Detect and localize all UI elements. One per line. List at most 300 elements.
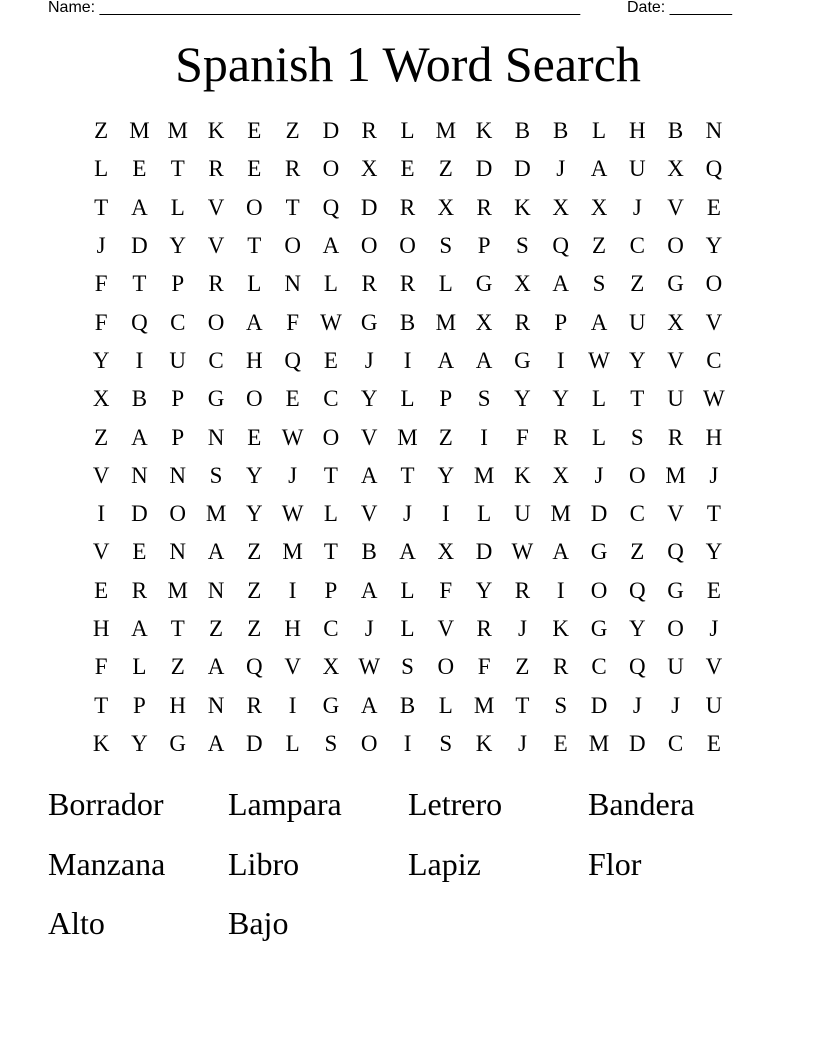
grid-letter[interactable]: O <box>246 386 263 412</box>
grid-letter[interactable]: V <box>437 616 455 641</box>
grid-letter[interactable]: Y <box>705 539 723 565</box>
grid-letter[interactable]: K <box>475 118 493 144</box>
grid-letter[interactable]: O <box>246 194 263 220</box>
grid-letter[interactable]: F <box>94 654 108 680</box>
grid-letter[interactable]: A <box>207 730 225 756</box>
grid-letter[interactable]: H <box>284 616 301 641</box>
grid-letter[interactable]: A <box>552 271 570 297</box>
grid-letter[interactable]: D <box>475 539 493 565</box>
grid-letter[interactable]: Z <box>630 539 645 565</box>
grid-letter[interactable]: X <box>322 654 340 680</box>
grid-letter[interactable]: S <box>209 462 223 488</box>
grid-letter[interactable]: A <box>207 539 225 565</box>
grid-letter[interactable]: D <box>131 501 148 527</box>
grid-letter[interactable]: Z <box>247 577 262 603</box>
grid-letter[interactable]: O <box>705 271 723 297</box>
grid-letter[interactable]: D <box>131 233 148 259</box>
grid-letter[interactable]: F <box>477 654 491 680</box>
word-list <box>48 780 768 959</box>
word-list-item: Lapiz <box>408 845 481 882</box>
grid-letter[interactable]: V <box>667 194 684 220</box>
grid-letter[interactable]: L <box>323 501 338 527</box>
grid-letter[interactable]: L <box>247 271 262 297</box>
grid-letter[interactable]: U <box>514 501 531 527</box>
grid-letter[interactable]: Y <box>514 386 531 412</box>
grid-letter[interactable]: Q <box>246 654 263 680</box>
grid-letter[interactable]: Q <box>131 309 148 335</box>
grid-letter[interactable]: T <box>170 616 185 641</box>
grid-letter[interactable]: E <box>132 539 147 565</box>
grid-letter[interactable]: D <box>628 730 646 756</box>
grid-letter[interactable]: F <box>94 271 108 297</box>
grid-letter[interactable]: T <box>132 271 147 297</box>
grid-letter[interactable]: W <box>281 424 304 450</box>
grid-letter[interactable]: R <box>514 577 531 603</box>
grid-letter[interactable]: R <box>476 194 492 220</box>
grid-letter[interactable]: D <box>590 501 608 527</box>
grid-letter[interactable]: I <box>135 347 144 373</box>
grid-letter[interactable]: M <box>588 730 610 756</box>
grid-letter[interactable]: Y <box>475 577 493 603</box>
grid-letter[interactable]: K <box>207 118 225 144</box>
grid-letter[interactable]: P <box>439 386 453 412</box>
grid-letter[interactable]: V <box>92 462 110 488</box>
grid-letter[interactable]: C <box>629 501 645 527</box>
grid-letter[interactable]: R <box>131 577 148 603</box>
grid-letter[interactable]: R <box>399 271 416 297</box>
grid-letter[interactable]: G <box>514 347 531 373</box>
grid-letter[interactable]: M <box>473 462 495 488</box>
grid-letter[interactable]: S <box>439 233 453 259</box>
grid-letter[interactable]: Z <box>285 118 300 144</box>
grid-letter[interactable]: O <box>667 616 684 641</box>
grid-letter[interactable]: B <box>361 539 377 565</box>
grid-letter[interactable]: D <box>360 194 378 220</box>
grid-letter[interactable]: D <box>514 156 531 182</box>
grid-letter[interactable]: E <box>247 156 262 182</box>
grid-letter[interactable]: X <box>590 194 608 220</box>
grid-letter[interactable]: M <box>473 692 495 718</box>
grid-letter[interactable]: E <box>553 730 568 756</box>
grid-letter[interactable]: A <box>131 194 148 220</box>
grid-letter[interactable]: R <box>361 271 377 297</box>
grid-letter[interactable]: L <box>132 654 147 680</box>
grid-letter[interactable]: J <box>594 462 604 488</box>
grid-letter[interactable]: B <box>399 309 416 335</box>
grid-letter[interactable]: R <box>284 156 301 182</box>
grid-letter[interactable]: W <box>281 501 304 527</box>
grid-letter[interactable]: D <box>590 692 608 718</box>
grid-letter[interactable]: W <box>358 654 381 680</box>
grid-letter[interactable]: T <box>94 194 109 220</box>
grid-letter[interactable]: V <box>284 654 301 680</box>
grid-letter[interactable]: U <box>667 386 684 412</box>
grid-letter[interactable]: Y <box>246 501 263 527</box>
grid-letter[interactable]: Y <box>628 347 646 373</box>
grid-letter[interactable]: I <box>556 347 565 373</box>
grid-letter[interactable]: A <box>590 156 608 182</box>
grid-letter[interactable]: I <box>97 501 105 527</box>
grid-letter[interactable]: P <box>477 233 491 259</box>
grid-letter[interactable]: X <box>475 309 493 335</box>
grid-letter[interactable]: M <box>129 118 150 144</box>
grid-letter[interactable]: U <box>628 156 646 182</box>
grid-letter[interactable]: Y <box>552 386 570 412</box>
grid-letter[interactable]: N <box>169 539 187 565</box>
grid-letter[interactable]: S <box>439 730 453 756</box>
grid-letter[interactable]: H <box>628 118 646 144</box>
grid-letter[interactable]: F <box>439 577 453 603</box>
grid-letter[interactable]: X <box>514 271 531 297</box>
grid-letter[interactable]: R <box>246 692 262 718</box>
grid-letter[interactable]: R <box>514 309 531 335</box>
grid-letter[interactable]: V <box>705 309 723 335</box>
grid-letter[interactable]: U <box>169 347 187 373</box>
grid-letter[interactable]: F <box>94 309 108 335</box>
grid-letter[interactable]: O <box>437 654 455 680</box>
grid-letter[interactable]: H <box>246 347 263 373</box>
grid-letter[interactable]: I <box>441 501 450 527</box>
grid-letter[interactable]: V <box>667 501 684 527</box>
grid-letter[interactable]: N <box>705 118 723 144</box>
grid-letter[interactable]: K <box>552 616 570 641</box>
grid-letter[interactable]: A <box>360 692 378 718</box>
grid-letter[interactable]: I <box>556 577 565 603</box>
grid-letter[interactable]: O <box>322 156 340 182</box>
grid-letter[interactable]: P <box>133 692 146 718</box>
grid-letter[interactable]: J <box>517 730 527 756</box>
grid-letter[interactable]: B <box>131 386 148 412</box>
grid-letter[interactable]: R <box>399 194 416 220</box>
grid-letter[interactable]: N <box>207 424 225 450</box>
grid-letter[interactable]: I <box>480 424 488 450</box>
grid-letter[interactable]: Y <box>705 233 723 259</box>
grid-letter[interactable]: B <box>514 118 531 144</box>
grid-letter[interactable]: E <box>94 577 109 603</box>
grid-letter[interactable]: R <box>667 424 684 450</box>
grid-letter[interactable]: Z <box>438 424 453 450</box>
grid-letter[interactable]: C <box>667 730 684 756</box>
grid-letter[interactable]: W <box>511 539 534 565</box>
grid-letter[interactable]: E <box>323 347 338 373</box>
grid-letter[interactable]: O <box>169 501 187 527</box>
grid-letter[interactable]: K <box>475 730 493 756</box>
grid-letter[interactable]: R <box>208 156 224 182</box>
grid-letter[interactable]: E <box>247 424 262 450</box>
grid-letter[interactable]: Y <box>437 462 455 488</box>
grid-letter[interactable]: E <box>132 156 147 182</box>
grid-letter[interactable]: T <box>515 692 530 718</box>
grid-letter[interactable]: Z <box>515 654 530 680</box>
grid-letter[interactable]: N <box>131 462 148 488</box>
grid-letter[interactable]: T <box>94 692 109 718</box>
grid-letter[interactable]: F <box>286 309 300 335</box>
grid-letter[interactable]: Q <box>322 194 340 220</box>
grid-letter[interactable]: O <box>284 233 301 259</box>
grid-letter[interactable]: O <box>628 462 646 488</box>
grid-letter[interactable]: I <box>288 692 297 718</box>
grid-letter[interactable]: T <box>630 386 645 412</box>
grid-letter[interactable]: V <box>92 539 110 565</box>
grid-letter[interactable]: P <box>171 386 185 412</box>
grid-letter[interactable]: B <box>667 118 684 144</box>
grid-letter[interactable]: Z <box>630 271 645 297</box>
grid-letter[interactable]: S <box>592 271 606 297</box>
grid-letter[interactable]: L <box>591 424 607 450</box>
grid-letter[interactable]: U <box>667 654 684 680</box>
grid-letter[interactable]: J <box>709 616 719 641</box>
grid-letter[interactable]: X <box>437 194 455 220</box>
grid-letter[interactable]: C <box>323 616 339 641</box>
grid-letter[interactable]: V <box>667 347 684 373</box>
grid-letter[interactable]: I <box>288 577 297 603</box>
grid-letter[interactable]: Z <box>94 118 109 144</box>
grid-letter[interactable]: G <box>667 271 684 297</box>
word-list-item: Alto <box>48 905 105 941</box>
grid-letter[interactable]: A <box>399 539 416 565</box>
worksheet-header <box>0 0 816 19</box>
grid-letter[interactable]: W <box>320 309 342 335</box>
grid-letter[interactable]: A <box>552 539 570 565</box>
grid-letter[interactable]: Z <box>170 654 185 680</box>
grid-letter[interactable]: D <box>475 156 493 182</box>
grid-letter[interactable]: N <box>284 271 301 297</box>
grid-letter[interactable]: E <box>706 577 721 603</box>
grid-letter[interactable]: W <box>588 347 610 373</box>
grid-letter[interactable]: Y <box>131 730 148 756</box>
grid-letter[interactable]: Y <box>169 233 187 259</box>
date-field[interactable]: Date: _______ <box>627 0 732 16</box>
grid-letter[interactable]: S <box>477 386 491 412</box>
grid-letter[interactable]: T <box>323 462 338 488</box>
grid-letter[interactable]: M <box>435 118 457 144</box>
grid-letter[interactable]: A <box>322 233 340 259</box>
grid-letter[interactable]: U <box>705 692 723 718</box>
grid-letter[interactable]: X <box>667 156 684 182</box>
grid-letter[interactable]: G <box>169 730 187 756</box>
grid-letter[interactable]: M <box>435 309 457 335</box>
grid-letter[interactable]: T <box>706 501 721 527</box>
grid-letter[interactable]: J <box>517 616 527 641</box>
grid-letter[interactable]: M <box>550 501 571 527</box>
grid-letter[interactable]: O <box>399 233 416 259</box>
grid-letter[interactable]: U <box>628 309 646 335</box>
grid-letter[interactable]: G <box>360 309 378 335</box>
grid-letter[interactable]: C <box>208 347 224 373</box>
grid-letter[interactable]: Z <box>438 156 453 182</box>
grid-letter[interactable]: Q <box>628 577 646 603</box>
grid-letter[interactable]: L <box>400 577 415 603</box>
grid-letter[interactable]: M <box>167 577 188 603</box>
grid-letter[interactable]: D <box>322 118 340 144</box>
grid-letter[interactable]: P <box>171 271 185 297</box>
grid-letter[interactable]: S <box>630 424 644 450</box>
word-list-item: Flor <box>588 845 642 882</box>
grid-letter[interactable]: L <box>94 156 109 182</box>
name-field[interactable]: Name: ______________________________________________________ <box>48 0 581 16</box>
grid-letter[interactable]: J <box>364 616 374 641</box>
grid-letter[interactable]: X <box>667 309 684 335</box>
grid-letter[interactable]: E <box>247 118 262 144</box>
grid-letter[interactable]: X <box>552 194 570 220</box>
grid-letter[interactable]: X <box>552 462 570 488</box>
grid-letter[interactable]: P <box>171 424 185 450</box>
grid-letter[interactable]: P <box>324 577 338 603</box>
grid-letter[interactable]: B <box>553 118 569 144</box>
grid-letter[interactable]: J <box>709 462 719 488</box>
grid-letter[interactable]: E <box>706 730 721 756</box>
grid-letter[interactable]: E <box>400 156 415 182</box>
grid-letter[interactable]: V <box>360 501 378 527</box>
grid-letter[interactable]: L <box>400 386 415 412</box>
grid-letter[interactable]: G <box>667 577 684 603</box>
grid-letter[interactable]: L <box>438 692 453 718</box>
word-list-item: Bajo <box>228 905 289 941</box>
grid-letter[interactable]: N <box>207 577 225 603</box>
grid-letter[interactable]: G <box>590 616 608 641</box>
grid-letter[interactable]: I <box>403 730 412 756</box>
grid-letter[interactable]: Z <box>94 424 109 450</box>
grid-letter[interactable]: Q <box>705 156 723 182</box>
grid-letter[interactable]: A <box>437 347 455 373</box>
grid-letter[interactable]: J <box>288 462 298 488</box>
grid-letter[interactable]: A <box>590 309 608 335</box>
grid-letter[interactable]: H <box>169 692 187 718</box>
grid-letter[interactable]: M <box>665 462 686 488</box>
grid-letter[interactable]: J <box>556 156 566 182</box>
grid-letter[interactable]: J <box>632 692 642 718</box>
grid-letter[interactable]: M <box>167 118 188 144</box>
grid-letter[interactable]: D <box>246 730 263 756</box>
grid-letter[interactable]: A <box>360 577 378 603</box>
grid-letter[interactable]: G <box>322 692 340 718</box>
grid-letter[interactable]: X <box>92 386 110 412</box>
grid-letter[interactable]: P <box>554 309 568 335</box>
grid-letter[interactable]: Z <box>247 539 262 565</box>
grid-letter[interactable]: M <box>282 539 303 565</box>
grid-letter[interactable]: O <box>360 233 378 259</box>
grid-letter[interactable]: L <box>477 501 492 527</box>
grid-letter[interactable]: R <box>208 271 224 297</box>
grid-letter[interactable]: Q <box>284 347 301 373</box>
grid-letter[interactable]: K <box>514 462 531 488</box>
grid-letter[interactable]: Y <box>360 386 378 412</box>
grid-letter[interactable]: L <box>323 271 338 297</box>
grid-letter[interactable]: L <box>400 118 415 144</box>
grid-letter[interactable]: Q <box>552 233 570 259</box>
page-title: Spanish 1 Word Search <box>175 36 641 92</box>
grid-letter[interactable]: L <box>591 386 607 412</box>
grid-letter[interactable]: Z <box>247 616 262 641</box>
word-list-item: Manzana <box>48 845 166 882</box>
grid-letter[interactable]: L <box>591 118 607 144</box>
grid-letter[interactable]: X <box>437 539 455 565</box>
grid-letter[interactable]: T <box>285 194 300 220</box>
grid-letter[interactable]: F <box>516 424 529 450</box>
grid-letter[interactable]: S <box>401 654 414 680</box>
grid-letter[interactable]: V <box>705 654 723 680</box>
grid-letter[interactable]: T <box>323 539 338 565</box>
grid-letter[interactable]: C <box>170 309 186 335</box>
grid-letter[interactable]: J <box>96 233 106 259</box>
grid-letter[interactable]: H <box>92 616 110 641</box>
grid-letter[interactable]: L <box>438 271 453 297</box>
grid-letter[interactable]: A <box>131 616 148 641</box>
grid-letter[interactable]: B <box>399 692 416 718</box>
grid-letter[interactable]: Y <box>628 616 646 641</box>
grid-letter[interactable]: O <box>360 730 378 756</box>
grid-letter[interactable]: N <box>207 692 225 718</box>
grid-letter[interactable]: R <box>553 424 569 450</box>
grid-letter[interactable]: S <box>516 233 529 259</box>
grid-letter[interactable]: J <box>632 194 642 220</box>
word-list-item: Libro <box>228 845 300 882</box>
grid-letter[interactable]: T <box>247 233 262 259</box>
grid-letter[interactable]: G <box>590 539 608 565</box>
grid-letter[interactable]: A <box>246 309 263 335</box>
grid-letter[interactable]: Q <box>628 654 646 680</box>
grid-letter[interactable]: I <box>403 347 412 373</box>
grid-letter[interactable]: Q <box>667 539 684 565</box>
grid-letter[interactable]: C <box>323 386 339 412</box>
grid-letter[interactable]: L <box>400 616 415 641</box>
grid-letter[interactable]: J <box>403 501 412 527</box>
grid-letter[interactable]: X <box>360 156 378 182</box>
grid-letter[interactable]: J <box>364 347 374 373</box>
grid-letter[interactable]: W <box>703 386 725 412</box>
grid-letter[interactable]: V <box>360 424 378 450</box>
grid-letter[interactable]: K <box>514 194 531 220</box>
grid-letter[interactable]: A <box>475 347 493 373</box>
grid-letter[interactable]: J <box>671 692 681 718</box>
grid-letter[interactable]: O <box>207 309 225 335</box>
grid-letter[interactable]: A <box>207 654 225 680</box>
grid-letter[interactable]: M <box>205 501 227 527</box>
grid-letter[interactable]: O <box>590 577 608 603</box>
grid-letter[interactable]: L <box>285 730 300 756</box>
grid-letter[interactable]: K <box>92 730 110 756</box>
grid-letter[interactable]: S <box>324 730 338 756</box>
grid-letter[interactable]: C <box>629 233 645 259</box>
grid-letter[interactable]: O <box>667 233 684 259</box>
grid-letter[interactable]: A <box>131 424 148 450</box>
grid-letter[interactable]: A <box>360 462 378 488</box>
grid-letter[interactable]: G <box>207 386 225 412</box>
grid-letter[interactable]: H <box>705 424 723 450</box>
grid-letter[interactable]: S <box>554 692 568 718</box>
grid-letter[interactable]: O <box>322 424 340 450</box>
grid-letter[interactable]: Z <box>209 616 224 641</box>
grid-letter[interactable]: Z <box>591 233 607 259</box>
grid-letter[interactable]: V <box>207 233 225 259</box>
grid-letter[interactable]: Y <box>246 462 263 488</box>
grid-letter[interactable]: R <box>476 616 492 641</box>
grid-letter[interactable]: E <box>706 194 721 220</box>
grid-letter[interactable]: T <box>400 462 415 488</box>
grid-letter[interactable]: G <box>475 271 493 297</box>
grid-letter[interactable]: M <box>397 424 418 450</box>
grid-letter[interactable]: C <box>706 347 722 373</box>
grid-letter[interactable]: R <box>553 654 569 680</box>
grid-letter[interactable]: N <box>169 462 187 488</box>
grid-letter[interactable]: E <box>285 386 300 412</box>
grid-letter[interactable]: Y <box>92 347 110 373</box>
grid-letter[interactable]: L <box>170 194 185 220</box>
grid-letter[interactable]: R <box>361 118 377 144</box>
grid-letter[interactable]: T <box>170 156 185 182</box>
grid-letter[interactable]: V <box>207 194 225 220</box>
grid-letter[interactable]: C <box>591 654 607 680</box>
